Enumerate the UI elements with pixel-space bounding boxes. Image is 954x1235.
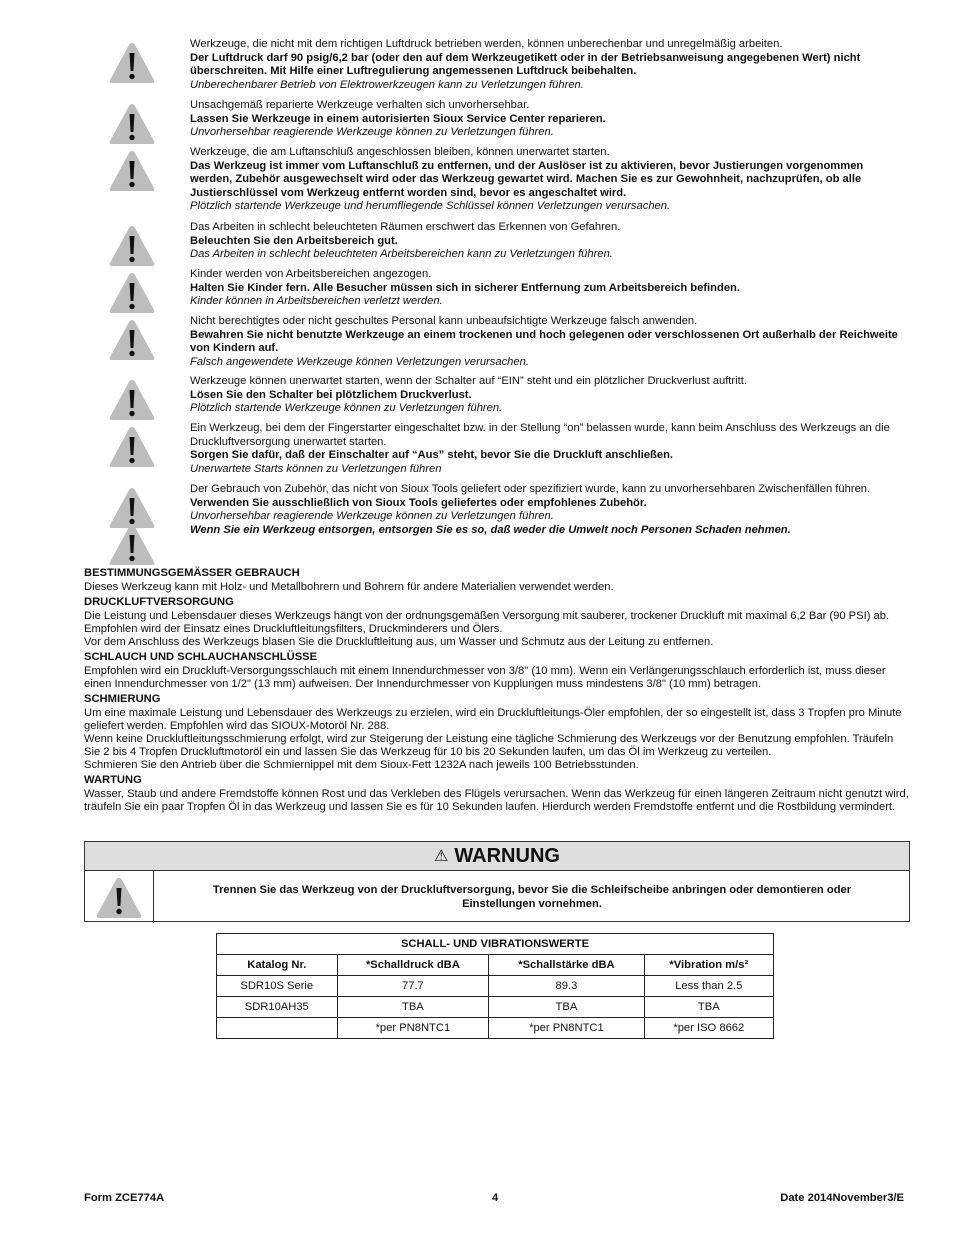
warning-instruction-text: Sorgen Sie dafür, daß der Einschalter auf “Aus” steht, bevor Sie die Druckluft anschließen.	[190, 449, 674, 462]
warning-hazard-text: Das Arbeiten in schlecht beleuchteten Räumen erschwert das Erkennen von Gefahren.	[190, 221, 621, 233]
warning-consequence-text: Unberechenbarer Betrieb von Elektrowerkzeugen kann zu Verletzungen führen.	[190, 78, 584, 91]
warning-instruction-text: Bewahren Sie nicht benutzte Werkzeuge an einem trockenen und hoch gelegenen oder verschlossenen Ort außerhalb der Reichweite von Kindern auf.	[190, 328, 898, 355]
warning-triangle-icon: ⚠	[434, 848, 449, 865]
warning-instruction-text: Der Luftdruck darf 90 psig/6,2 bar (oder den auf dem Werkzeugetikett oder in der Betriebsanweisung angegebenen Wert) nicht überschreiten. Mit Hilfe einer Luftregulierung angemessenen Luftdruck beibehalten.	[190, 51, 861, 78]
section-text: Schmieren Sie den Antrieb über die Schmiernippel mit dem Sioux-Fett 1232A nach jeweils 100 Betriebsstunden.	[84, 759, 639, 771]
warning-icon	[108, 270, 156, 315]
warning-consequence-text: Unerwartete Starts können zu Verletzungen führen	[190, 462, 442, 475]
table-cell: *per ISO 8662	[644, 1018, 773, 1039]
warning-consequence-text: Unvorhersehbar reagierende Werkzeuge können zu Verletzungen führen.	[190, 126, 554, 139]
warning-instruction-text: Lösen Sie den Schalter bei plötzlichem Druckverlust.	[190, 388, 472, 401]
warning-hazard-text: Der Gebrauch von Zubehör, das nicht von Sioux Tools geliefert oder spezifiziert wurde, kann zu unvorhersehbaren Zwischenfällen führen.	[190, 483, 871, 495]
table-cell: SDR10S Serie	[217, 976, 338, 997]
warning-item	[84, 375, 904, 419]
sound-vibration-table	[216, 933, 774, 1039]
table-cell: 89.3	[489, 976, 644, 997]
warning-icon	[108, 101, 156, 146]
table-cell: Less than 2.5	[644, 976, 773, 997]
section-text: Dieses Werkzeug kann mit Holz- und Metallbohrern und Bohrern für andere Materialien verwendet werden.	[84, 581, 614, 593]
warning-hazard-text: Kinder werden von Arbeitsbereichen angezogen.	[190, 268, 432, 280]
warning-icon	[108, 40, 156, 85]
warning-hazard-text: Ein Werkzeug, bei dem der Fingerstarter eingeschaltet bzw. in der Stellung “on” belassen wurde, kann beim Anschluss des Werkzeugs an die Druckluftversorgung unerwartet starten.	[190, 422, 890, 448]
warning-hazard-text: Nicht berechtigtes oder nicht geschultes Personal kann unbeaufsichtigte Werkzeuge falsch anwenden.	[190, 315, 698, 327]
warning-icon	[108, 223, 156, 268]
table-title-row	[217, 934, 774, 955]
warning-box-icon-cell	[85, 871, 154, 923]
warning-consequence-text: Unvorhersehbar reagierende Werkzeuge können zu Verletzungen führen.	[190, 510, 554, 523]
section-text: Wasser, Staub und andere Fremdstoffe können Rost und das Verkleben des Flügels verursachen. Wenn das Werkzeug für einen längeren Zeitraum nicht genutzt wird, träufeln Sie ein paar Tropfen Öl in das Werkzeug und lassen Sie es für 10 Sekunden laufen. Hierdurch werden Fremdstoffe entfernt und die Rostbildung vermindert.	[84, 788, 909, 813]
table-cell: *per PN8NTC1	[489, 1018, 644, 1039]
warning-icon	[108, 377, 156, 422]
section-text: Wenn keine Druckluftleitungsschmierung erfolgt, wird zur Steigerung der Leistung eine tägliche Schmierung des Werkzeugs vor der Benutzung empfohlen. Träufeln Sie 2 bis 4 Tropfen Druckluftmotoröl ein und lassen Sie das Werkzeug für 10 bis 20 Sekunden laufen, um das Öl im Werkzeug zu verteilen.	[84, 733, 894, 758]
section-heading-air-supply: DRUCKLUFTVERSORGUNG	[84, 596, 234, 608]
table-row	[217, 997, 774, 1018]
safety-warnings	[84, 38, 904, 565]
warning-item	[84, 146, 904, 218]
warning-item	[84, 38, 904, 96]
table-cell: *per PN8NTC1	[337, 1018, 489, 1039]
section-heading-maintenance: WARTUNG	[84, 774, 142, 786]
warning-item	[84, 221, 904, 265]
warning-instruction-text: Verwenden Sie ausschließlich von Sioux Tools geliefertes oder empfohlenes Zubehör.	[190, 496, 647, 509]
warning-box	[84, 841, 910, 922]
section-text: Empfohlen wird ein Druckluft-Versorgungsschlauch mit einem Innendurchmesser von 3/8" (10 mm). Wenn ein Verlängerungsschlauch erforderlich ist, muss dieser einen Innendurchmesser von 1/2" (13 mm) aufweisen. Der Innendurchmesser von Kupplungen muss mindestens 3/8" (10 mm) betragen.	[84, 665, 886, 690]
table-cell	[217, 1018, 338, 1039]
warning-hazard-text: Werkzeuge, die nicht mit dem richtigen Luftdruck betrieben werden, können unberechenbar und unregelmäßig arbeiten.	[190, 38, 783, 50]
warning-icon	[108, 522, 156, 567]
warning-icon	[95, 875, 143, 920]
warning-item	[84, 99, 904, 143]
warning-box-title: WARNUNG	[454, 845, 560, 867]
table-cell: TBA	[337, 997, 489, 1018]
section-heading-intended-use: BESTIMMUNGSGEMÄSSER GEBRAUCH	[84, 567, 300, 579]
table-row	[217, 976, 774, 997]
warning-item	[84, 268, 904, 312]
warning-item	[84, 520, 904, 562]
warning-hazard-text: Unsachgemäß reparierte Werkzeuge verhalten sich unvorhersehbar.	[190, 99, 530, 111]
warning-item	[84, 315, 904, 372]
warning-instruction-text: Das Werkzeug ist immer vom Luftanschluß zu entfernen, und der Auslöser ist zu aktivieren, bevor Justierungen vorgenommen werden, Zubehör ausgewechselt wird oder das Werkzeug gewartet wird. Machen Sie es zur Gewohnheit, nachzuprüfen, ob alle Justierschlüssel vom Werkzeug entfernt worden sind, bevor es angeschaltet wird.	[190, 159, 864, 199]
warning-item	[84, 483, 904, 523]
warning-consequence-text: Das Arbeiten in schlecht beleuchteten Arbeitsbereichen kann zu Verletzungen führen.	[190, 248, 613, 261]
column-header: *Vibration m/s²	[644, 955, 773, 976]
table-cell: SDR10AH35	[217, 997, 338, 1018]
section-text: Um eine maximale Leistung und Lebensdauer des Werkzeugs zu erzielen, wird ein Druckluftleitungs-Öler empfohlen, der so eingestellt ist, dass 3 Tropfen pro Minute geliefert werden. Empfohlen wird das SIOUX-Motoröl Nr. 288.	[84, 707, 902, 732]
warning-box-message: Trennen Sie das Werkzeug von der Druckluftversorgung, bevor Sie die Schleifscheibe anbringen oder demontieren oder Einstellungen vornehmen.	[212, 884, 852, 910]
warning-hazard-text: Werkzeuge, die am Luftanschluß angeschlossen bleiben, können unerwartet starten.	[190, 146, 610, 158]
table-cell: 77.7	[337, 976, 489, 997]
warning-box-body	[85, 871, 909, 923]
warning-icon	[108, 317, 156, 362]
warning-hazard-text: Werkzeuge können unerwartet starten, wenn der Schalter auf “EIN” steht und ein plötzlicher Druckverlust auftritt.	[190, 375, 747, 387]
disposal-warning-text: Wenn Sie ein Werkzeug entsorgen, entsorgen Sie es so, daß weder die Umwelt noch Personen Schaden nehmen.	[190, 524, 791, 536]
document-date: Date 2014November3/E	[780, 1192, 904, 1204]
table-row	[217, 1018, 774, 1039]
warning-consequence-text: Plötzlich startende Werkzeuge können zu Verletzungen führen.	[190, 402, 503, 415]
section-heading-lubrication: SCHMIERUNG	[84, 693, 161, 705]
warning-consequence-text: Falsch angewendete Werkzeuge können Verletzungen verursachen.	[190, 355, 529, 368]
warning-instruction-text: Halten Sie Kinder fern. Alle Besucher müssen sich in sicherer Entfernung zum Arbeitsbereich befinden.	[190, 281, 740, 294]
table-cell: TBA	[489, 997, 644, 1018]
section-text: Vor dem Anschluss des Werkzeugs blasen Sie die Druckluftleitung aus, um Wasser und Schmutz aus der Leitung zu entfernen.	[84, 636, 714, 648]
warning-icon	[108, 148, 156, 193]
column-header: Katalog Nr.	[217, 955, 338, 976]
warning-box-header	[85, 842, 909, 871]
column-header: *Schallstärke dBA	[489, 955, 644, 976]
column-header: *Schalldruck dBA	[337, 955, 489, 976]
warning-consequence-text: Kinder können in Arbeitsbereichen verletzt werden.	[190, 295, 443, 308]
warning-icon	[108, 424, 156, 469]
section-text: Die Leistung und Lebensdauer dieses Werkzeugs hängt von der ordnungsgemäßen Versorgung mit sauberer, trockener Druckluft mit maximal 6,2 Bar (90 PSI) ab. Empfohlen wird der Einsatz eines Druckluftleitungsfilters, Druckminderers und Ölers.	[84, 610, 890, 635]
table-header-row	[217, 955, 774, 976]
section-heading-hoses: SCHLAUCH UND SCHLAUCHANSCHLÜSSE	[84, 651, 318, 663]
warning-instruction-text: Lassen Sie Werkzeuge in einem autorisierten Sioux Service Center reparieren.	[190, 112, 606, 125]
warning-consequence-text: Plötzlich startende Werkzeuge und herumfliegende Schlüssel können Verletzungen verursachen.	[190, 200, 671, 213]
table-title: SCHALL- UND VIBRATIONSWERTE	[217, 934, 774, 955]
warning-item	[84, 422, 904, 480]
table-cell: TBA	[644, 997, 773, 1018]
form-number: Form ZCE774A	[84, 1192, 165, 1204]
page-number: 4	[492, 1192, 499, 1204]
instructions	[84, 565, 910, 814]
warning-instruction-text: Beleuchten Sie den Arbeitsbereich gut.	[190, 234, 398, 247]
